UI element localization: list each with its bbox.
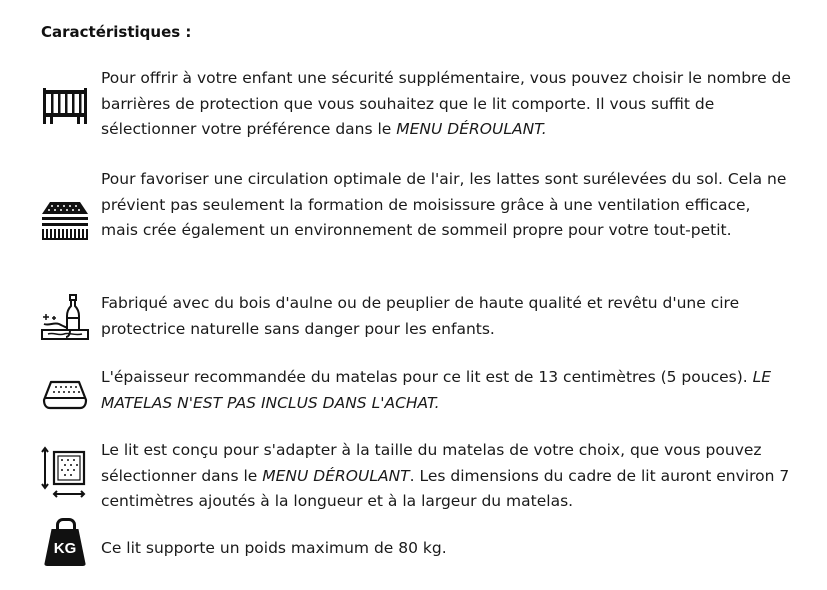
mattress-icon xyxy=(38,367,92,421)
feature-text-part: Pour offrir à votre enfant une sécurité supplémentaire, vous pouvez choisir le nombre de barrières de protection que vous souhaitez que le lit comporte. Il vous suffit de sélectionner votre préférence dans le xyxy=(101,69,791,138)
feature-text-part: Fabriqué avec du bois d'aulne ou de peuplier de haute qualité et revêtu d'une cire protectrice naturelle sans danger pour les enfants. xyxy=(101,294,740,338)
wood-wax-icon xyxy=(38,290,92,344)
mattress-dimensions-icon xyxy=(38,446,92,500)
feature-text-part: L'épaisseur recommandée du matelas pour ce lit est de 13 centimètres (5 pouces). xyxy=(101,368,753,386)
feature-text xyxy=(101,365,791,416)
feature-text xyxy=(101,66,791,143)
feature-text-part: . Les dimensions du cadre de lit auront environ 7 centimètres ajoutés à la longueur et à la largeur du matelas. xyxy=(101,466,790,510)
feature-text xyxy=(101,536,791,562)
feature-text xyxy=(101,291,791,342)
features-heading: Caractéristiques : xyxy=(41,23,192,41)
feature-text-part: Ce lit supporte un poids maximum de 80 kg. xyxy=(101,539,447,557)
mattress-not-included-note: LE MATELAS N'EST PAS INCLUS DANS L'ACHAT. xyxy=(101,368,772,412)
feature-text xyxy=(101,167,791,244)
feature-text-part: Le lit est conçu pour s'adapter à la taille du matelas de votre choix, que vous pouvez sélectionner dans le xyxy=(101,441,762,485)
dropdown-menu-reference: MENU DÉROULANT xyxy=(262,466,410,485)
feature-text xyxy=(101,438,791,515)
dropdown-menu-reference: MENU DÉROULANT. xyxy=(396,120,547,138)
weight-kg-label: KG xyxy=(53,540,77,557)
crib-barrier-icon xyxy=(38,79,92,133)
raised-slats-icon xyxy=(38,193,92,247)
weight-kg-icon xyxy=(38,516,92,570)
feature-text-part: Pour favoriser une circulation optimale de l'air, les lattes sont surélevées du sol. Cela ne prévient pas seulement la formation de moisissure grâce à une ventilation efficace, mais crée également un environnement de sommeil propre pour votre tout-petit. xyxy=(101,170,787,239)
